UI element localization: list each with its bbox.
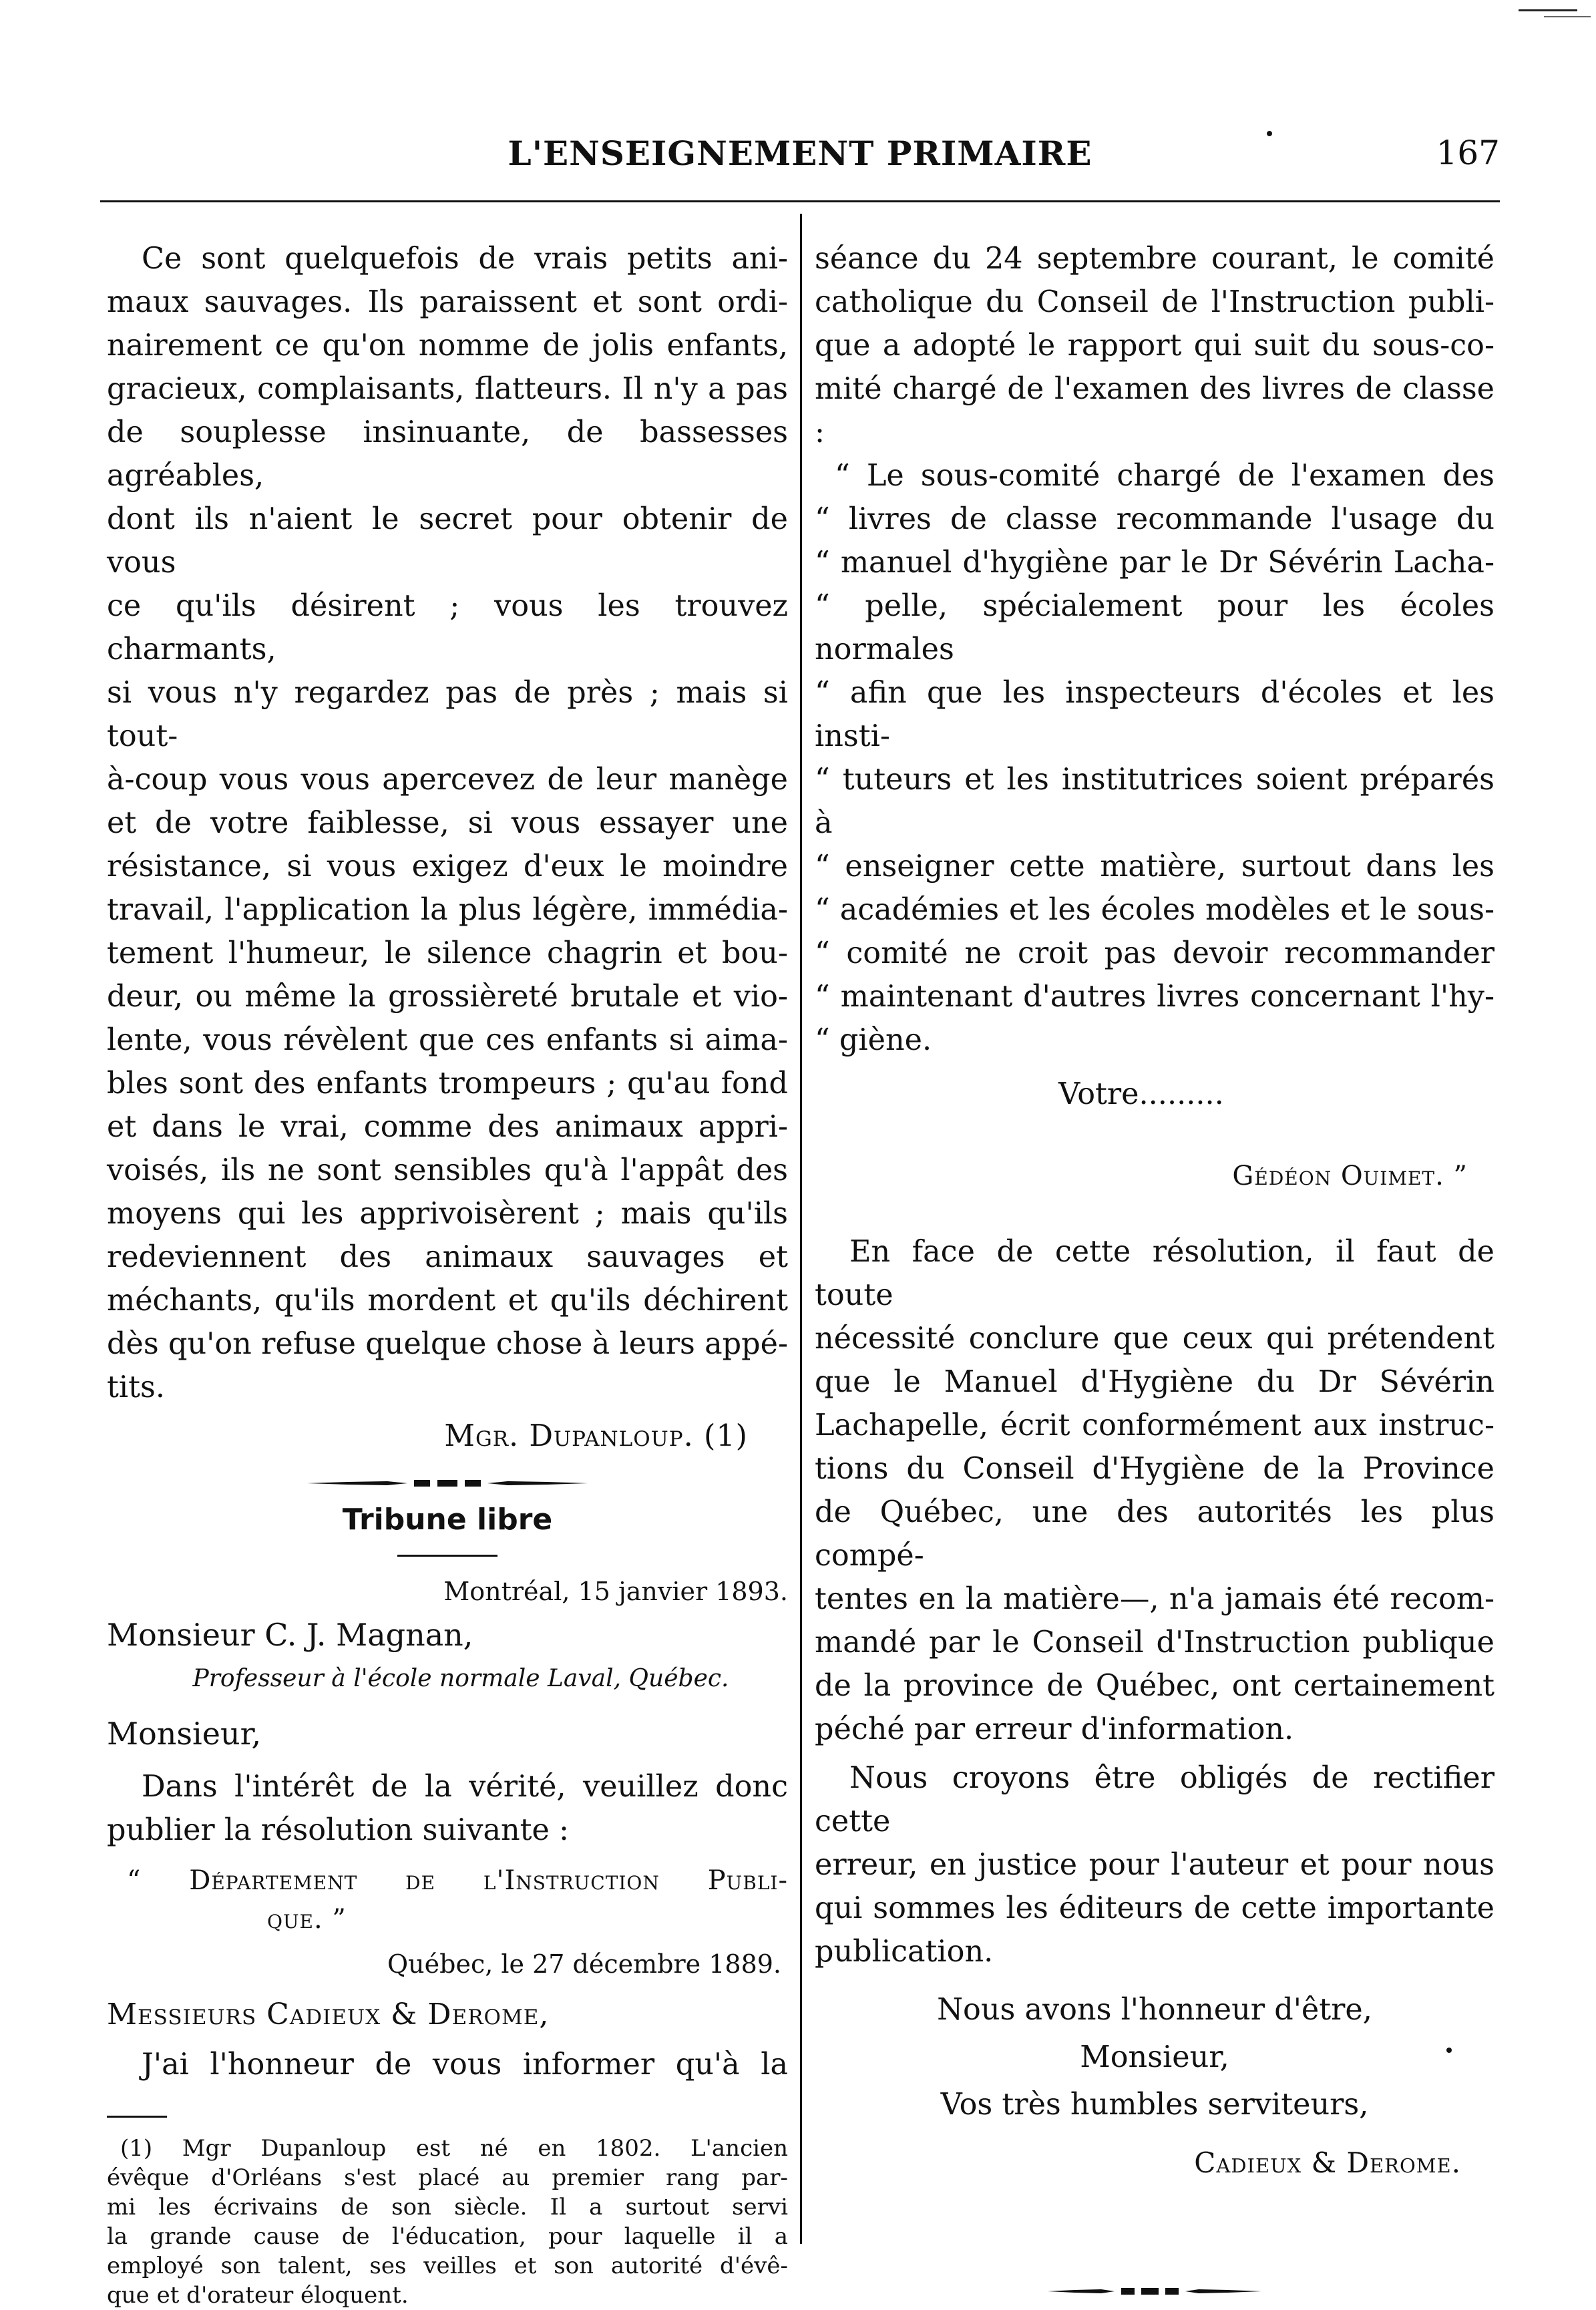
text-line: ce qu'ils désirent ; vous les trouvez charmants,: [107, 589, 788, 666]
text-line: que a adopté le rapport qui suit du sous-co-: [815, 329, 1494, 363]
rectification-paragraph: [815, 1756, 1494, 1973]
text-line: tentes en la matière—, n'a jamais été recom-: [815, 1582, 1494, 1616]
header-rule: [100, 200, 1500, 202]
running-title: L'ENSEIGNEMENT PRIMAIRE: [508, 134, 1092, 173]
text-line: Dans l'intérêt de la vérité, veuillez donc: [142, 1770, 788, 1804]
text-line: qui sommes les éditeurs de cette importante: [815, 1891, 1494, 1925]
speck: [1446, 2048, 1452, 2053]
dupanloup-paragraph: [107, 237, 788, 1409]
text-line: et de votre faiblesse, si vous essayer une: [107, 806, 788, 840]
corner-rule-secondary: [1544, 16, 1591, 17]
text-line: bles sont des enfants trompeurs ; qu'au fond: [107, 1067, 788, 1101]
text-line: et dans le vrai, comme des animaux appri-: [107, 1110, 788, 1144]
continuation-line: J'ai l'honneur de vous informer qu'à la: [142, 2048, 788, 2082]
text-line: de Québec, une des autorités les plus compé-: [815, 1495, 1494, 1573]
text-line: si vous n'y regardez pas de près ; mais si tout-: [107, 676, 788, 753]
salutation: Monsieur,: [107, 1716, 262, 1752]
text-line: dont ils n'aient le secret pour obtenir de vous: [107, 502, 788, 580]
ornament-divider: [107, 1477, 788, 1491]
text-line: de la province de Québec, ont certainement: [815, 1669, 1494, 1703]
text-line: deur, ou même la grossièreté brutale et vio-: [107, 980, 788, 1014]
text-line: que. ”: [267, 1904, 347, 1935]
letter-body: [107, 1765, 788, 1852]
closing-line: Nous avons l'honneur d'être,: [937, 1993, 1372, 2027]
text-line: lente, vous révèlent que ces enfants si aima-: [107, 1023, 788, 1057]
page-number: 167: [1436, 134, 1500, 172]
footnote-line: (1) Mgr Dupanloup est né en 1802. L'ancien: [120, 2135, 788, 2162]
footnote-rule: [107, 2116, 167, 2118]
section-title: Tribune libre: [342, 1503, 553, 1537]
department-heading: [107, 1861, 788, 1939]
text-line: que le Manuel d'Hygiène du Dr Sévérin: [815, 1365, 1494, 1399]
text-line: “ livres de classe recommande l'usage du: [815, 502, 1494, 536]
signature-dupanloup: Mgr. Dupanloup. (1): [444, 1419, 748, 1453]
right-column: [815, 237, 1494, 2306]
letter-date: Montréal, 15 janvier 1893.: [443, 1577, 788, 1606]
text-line: Ce sont quelquefois de vrais petits ani-: [142, 242, 788, 276]
text-line: méchants, qu'ils mordent et qu'ils déchirent: [107, 1284, 788, 1318]
resolution-quote: [815, 454, 1494, 1062]
ornament-end: [815, 2285, 1494, 2299]
text-line: Lachapelle, écrit conformément aux instruc-: [815, 1408, 1494, 1442]
text-line: nairement ce qu'on nomme de jolis enfants,: [107, 329, 788, 363]
text-line: “ Département de l'Instruction Publi-: [127, 1865, 788, 1896]
text-line: En face de cette résolution, il faut de toute: [815, 1235, 1494, 1312]
text-line: moyens qui les apprivoisèrent ; mais qu'ils: [107, 1197, 788, 1231]
addressee: Monsieur C. J. Magnan,: [107, 1617, 473, 1653]
text-line: voisés, ils ne sont sensibles qu'à l'appât des: [107, 1153, 788, 1187]
text-line: Nous croyons être obligés de rectifier cette: [815, 1761, 1494, 1839]
text-line: tits.: [107, 1370, 165, 1404]
text-line: nécessité conclure que ceux qui prétendent: [815, 1322, 1494, 1356]
left-column: [107, 237, 788, 2310]
text-line: travail, l'application la plus légère, immédia-: [107, 893, 788, 927]
text-line: tions du Conseil d'Hygiène de la Province: [815, 1452, 1494, 1486]
footnote-line: mi les écrivains de son siècle. Il a surtout servi: [107, 2194, 788, 2221]
text-line: “ Le sous-comité chargé de l'examen des: [835, 459, 1494, 493]
text-line: maux sauvages. Ils paraissent et sont ordi-: [107, 285, 788, 319]
signature-ouimet: Gédéon Ouimet. ”: [1232, 1161, 1468, 1191]
text-line: erreur, en justice pour l'auteur et pour nous: [815, 1848, 1494, 1882]
messieurs: Messieurs Cadieux & Derome,: [107, 1997, 550, 2032]
text-line: publication.: [815, 1935, 994, 1969]
footnote-line: employé son talent, ses veilles et son autorité d'évê-: [107, 2253, 788, 2279]
text-line: gracieux, complaisants, flatteurs. Il n'y a pas: [107, 372, 788, 406]
text-line: à-coup vous vous apercevez de leur manège: [107, 763, 788, 797]
conclusion-paragraph: [815, 1230, 1494, 1751]
signature-cadieux-derome: Cadieux & Derome.: [1194, 2146, 1461, 2179]
department-date: Québec, le 27 décembre 1889.: [387, 1949, 781, 1979]
text-line: “ afin que les inspecteurs d'écoles et les insti-: [815, 676, 1494, 753]
text-line: résistance, si vous exigez d'eux le moindre: [107, 849, 788, 884]
footnote-line: la grande cause de l'éducation, pour laquelle il a: [107, 2223, 788, 2250]
closing-monsieur: Monsieur,: [1080, 2040, 1229, 2074]
text-line: péché par erreur d'information.: [815, 1712, 1294, 1746]
text-line: “ giène.: [815, 1023, 932, 1057]
corner-rule: [1519, 9, 1577, 11]
text-line: catholique du Conseil de l'Instruction publi-: [815, 285, 1494, 319]
text-line: “ maintenant d'autres livres concernant l'hy-: [815, 980, 1494, 1014]
addressee-title: Professeur à l'école normale Laval, Québec.: [192, 1665, 729, 1692]
votre: Votre.........: [1058, 1077, 1224, 1111]
text-line: mandé par le Conseil d'Instruction publique: [815, 1625, 1494, 1660]
section-rule: [397, 1555, 497, 1557]
text-line: tement l'humeur, le silence chagrin et bou-: [107, 936, 788, 970]
text-line: “ pelle, spécialement pour les écoles normales: [815, 589, 1494, 666]
text-line: “ tuteurs et les institutrices soient préparés à: [815, 763, 1494, 840]
text-line: “ manuel d'hygiène par le Dr Sévérin Lacha-: [815, 546, 1494, 580]
text-line: publier la résolution suivante :: [107, 1813, 570, 1847]
closing-serviteurs: Vos très humbles serviteurs,: [940, 2088, 1369, 2122]
text-line: mité chargé de l'examen des livres de classe :: [815, 372, 1494, 449]
footnote: [107, 2134, 788, 2310]
footnote-line: évêque d'Orléans s'est placé au premier rang par-: [107, 2164, 788, 2191]
text-line: “ comité ne croit pas devoir recommander: [815, 936, 1494, 970]
text-line: “ académies et les écoles modèles et le sous-: [815, 893, 1494, 927]
text-line: de souplesse insinuante, de bassesses agréables,: [107, 415, 788, 493]
page-header: [100, 134, 1500, 180]
text-line: redeviennent des animaux sauvages et: [107, 1240, 788, 1274]
text-line: dès qu'on refuse quelque chose à leurs appé-: [107, 1327, 788, 1361]
resolution-intro: [815, 237, 1494, 454]
column-divider: [800, 214, 802, 2244]
speck: [1267, 131, 1272, 136]
text-line: séance du 24 septembre courant, le comité: [815, 242, 1494, 276]
text-line: “ enseigner cette matière, surtout dans les: [815, 849, 1494, 884]
footnote-line: que et d'orateur éloquent.: [107, 2282, 409, 2309]
